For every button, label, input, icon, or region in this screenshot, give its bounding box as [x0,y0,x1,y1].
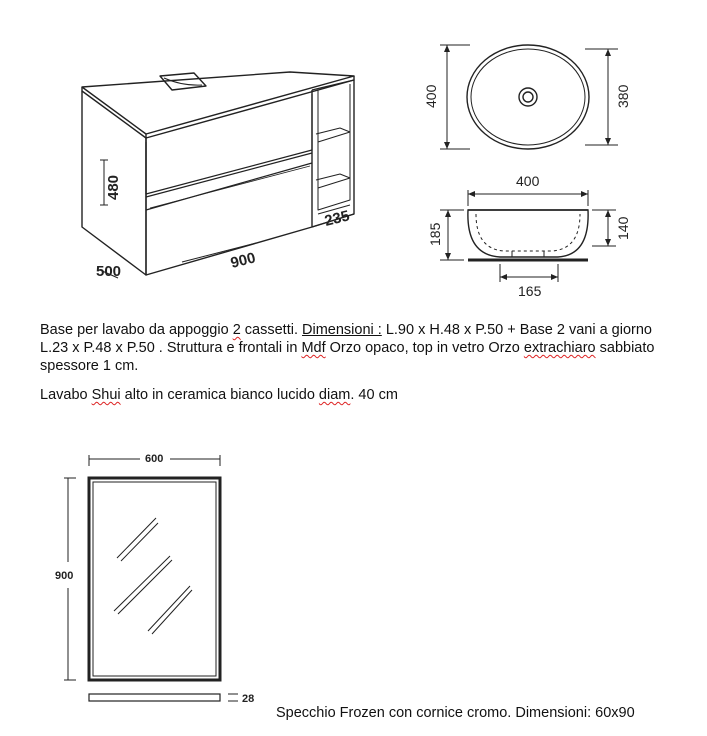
cabinet-width-label: 900 [228,249,258,272]
basin-top-outer-label: 400 [423,84,439,108]
basin-top-view [440,45,618,149]
basin-side-height-label: 185 [427,222,443,246]
basin-side-width-label: 400 [516,173,540,189]
cabinet-depth-label: 500 [96,263,122,280]
mirror-thickness-label: 28 [242,693,255,705]
mirror-height-label: 900 [55,570,74,582]
mirror-drawing [64,455,238,701]
cabinet-drawing [82,72,354,278]
mirror-width-label: 600 [145,453,164,465]
cabinet-side-label: 235 [322,207,352,230]
basin-top-inner-label: 380 [615,84,631,108]
basin-side-bowl-label: 140 [615,216,631,240]
basin-base-width-label: 165 [518,283,542,299]
basin-description: Lavabo Shui alto in ceramica bianco lucido diam. 40 cm [40,387,398,403]
cabinet-height-label: 480 [105,174,122,200]
basin-side-view [440,190,616,282]
cabinet-description: Base per lavabo da appoggio 2 cassetti. Dimensioni : L.90 x H.48 x P.50 + Base 2 vani a giorno L.23 x P.48 x P.50 . Struttura e frontali in Mdf Orzo opaco, top in vetro Orzo extrachiaro sabbiato spessore 1 cm. [40,322,655,374]
mirror-caption: Specchio Frozen con cornice cromo. Dimensioni: 60x90 [276,705,635,721]
